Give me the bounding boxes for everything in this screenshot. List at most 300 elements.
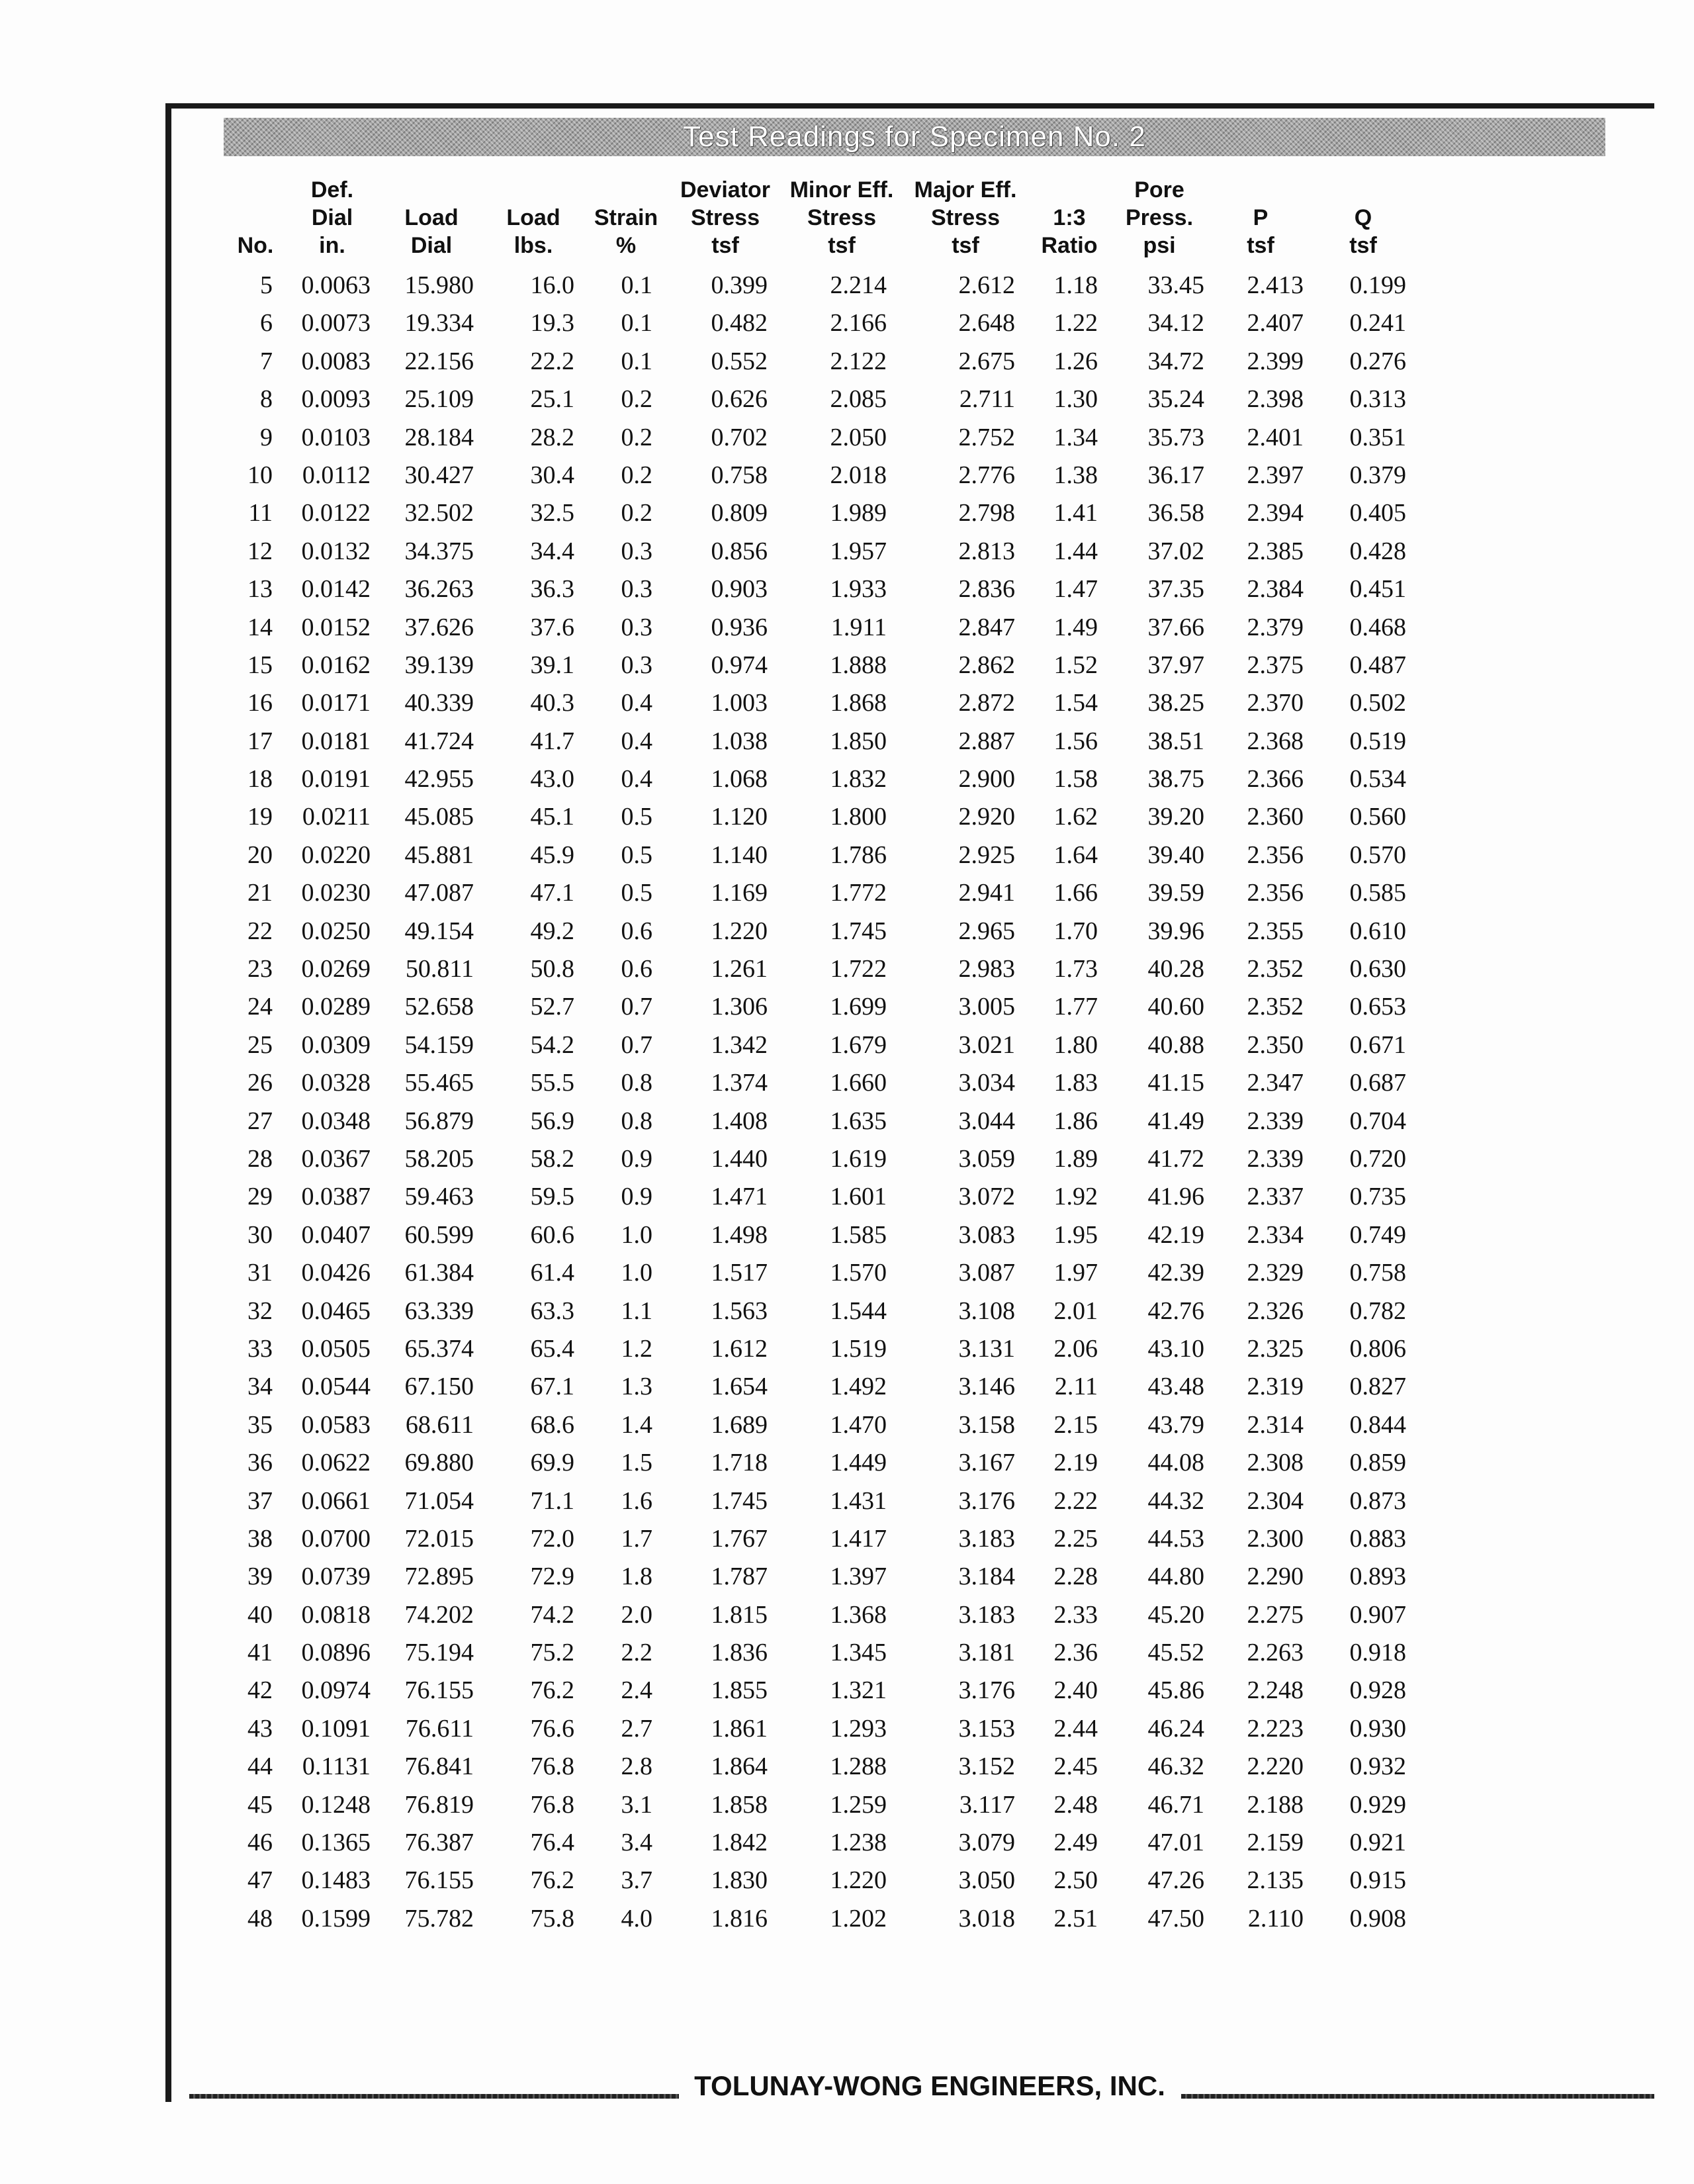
column-header-major-eff-stress	[906, 173, 1025, 259]
cell-deviator-stress: 1.858	[711, 1790, 768, 1819]
cell-no: 25	[247, 1030, 273, 1059]
table-row	[0, 1101, 1694, 1139]
table-row	[0, 1139, 1694, 1177]
table-row	[0, 1670, 1694, 1708]
cell-def-dial: 0.0367	[301, 1144, 371, 1173]
cell-def-dial: 0.0289	[301, 993, 371, 1021]
cell-deviator-stress: 1.471	[711, 1183, 768, 1211]
cell-load-dial: 71.054	[404, 1486, 474, 1515]
cell-ratio: 1.83	[1053, 1069, 1098, 1097]
cell-strain: 4.0	[621, 1904, 652, 1933]
cell-def-dial: 0.0309	[301, 1030, 371, 1059]
cell-q: 0.630	[1349, 955, 1406, 983]
cell-strain: 0.1	[621, 271, 652, 299]
cell-def-dial: 0.0083	[301, 347, 371, 375]
column-header-pore-press	[1116, 173, 1202, 259]
cell-strain: 2.4	[621, 1676, 652, 1705]
cell-no: 23	[247, 955, 273, 983]
cell-strain: 0.2	[621, 499, 652, 527]
company-footer: TOLUNAY-WONG ENGINEERS, INC.	[694, 2070, 1165, 2101]
cell-major-eff-stress: 3.021	[958, 1030, 1015, 1059]
cell-load-lbs: 76.4	[530, 1829, 574, 1857]
column-header-q	[1333, 173, 1393, 259]
cell-ratio: 1.44	[1053, 537, 1098, 565]
cell-ratio: 1.26	[1053, 347, 1098, 375]
cell-minor-eff-stress: 1.288	[830, 1752, 887, 1781]
cell-no: 11	[248, 499, 273, 527]
cell-load-lbs: 47.1	[530, 879, 574, 907]
cell-def-dial: 0.0162	[301, 651, 371, 679]
cell-p: 2.110	[1247, 1904, 1304, 1933]
cell-minor-eff-stress: 2.018	[830, 461, 887, 489]
cell-p: 2.325	[1247, 1334, 1304, 1363]
cell-major-eff-stress: 3.176	[958, 1676, 1015, 1705]
cell-no: 18	[247, 765, 273, 794]
cell-def-dial: 0.1091	[301, 1714, 371, 1743]
cell-ratio: 1.49	[1053, 613, 1098, 641]
cell-pore-press: 41.15	[1147, 1069, 1204, 1097]
column-header-ratio	[1033, 173, 1106, 259]
cell-deviator-stress: 1.816	[711, 1904, 768, 1933]
cell-ratio: 1.95	[1053, 1220, 1098, 1249]
cell-q: 0.749	[1349, 1220, 1406, 1249]
cell-minor-eff-stress: 1.431	[830, 1486, 887, 1515]
cell-deviator-stress: 1.342	[711, 1030, 768, 1059]
cell-p: 2.356	[1247, 841, 1304, 869]
cell-ratio: 1.62	[1053, 803, 1098, 831]
cell-strain: 1.7	[621, 1524, 652, 1553]
cell-def-dial: 0.0583	[301, 1410, 371, 1439]
cell-def-dial: 0.0426	[301, 1259, 371, 1287]
table-row	[0, 683, 1694, 721]
cell-q: 0.921	[1349, 1829, 1406, 1857]
cell-deviator-stress: 0.482	[711, 309, 768, 338]
cell-no: 36	[247, 1449, 273, 1477]
cell-deviator-stress: 1.374	[711, 1069, 768, 1097]
cell-def-dial: 0.0661	[301, 1486, 371, 1515]
cell-deviator-stress: 1.306	[711, 993, 768, 1021]
cell-q: 0.918	[1349, 1639, 1406, 1667]
cell-strain: 0.9	[621, 1183, 652, 1211]
table-row	[0, 1063, 1694, 1101]
cell-pore-press: 45.86	[1147, 1676, 1204, 1705]
cell-load-lbs: 40.3	[530, 689, 574, 717]
cell-load-dial: 75.194	[404, 1639, 474, 1667]
header-line: tsf	[952, 233, 979, 258]
cell-def-dial: 0.0505	[301, 1334, 371, 1363]
cell-load-dial: 58.205	[404, 1144, 474, 1173]
cell-pore-press: 39.20	[1147, 803, 1204, 831]
cell-strain: 1.6	[621, 1486, 652, 1515]
cell-def-dial: 0.0152	[301, 613, 371, 641]
cell-q: 0.487	[1349, 651, 1406, 679]
cell-load-lbs: 65.4	[530, 1334, 574, 1363]
cell-ratio: 2.44	[1053, 1714, 1098, 1743]
header-line: No.	[237, 233, 274, 258]
cell-pore-press: 34.72	[1147, 347, 1204, 375]
cell-strain: 0.5	[621, 841, 652, 869]
cell-ratio: 1.38	[1053, 461, 1098, 489]
cell-load-dial: 50.811	[405, 955, 474, 983]
cell-minor-eff-stress: 1.345	[830, 1639, 887, 1667]
cell-p: 2.352	[1247, 955, 1304, 983]
cell-deviator-stress: 1.003	[711, 689, 768, 717]
cell-pore-press: 44.80	[1147, 1563, 1204, 1591]
cell-major-eff-stress: 2.887	[958, 727, 1015, 755]
cell-load-dial: 68.611	[405, 1410, 474, 1439]
cell-q: 0.859	[1349, 1449, 1406, 1477]
cell-deviator-stress: 1.612	[711, 1334, 768, 1363]
cell-deviator-stress: 0.974	[711, 651, 768, 679]
cell-load-lbs: 41.7	[530, 727, 574, 755]
table-row	[0, 1253, 1694, 1291]
table-row	[0, 493, 1694, 531]
cell-q: 0.827	[1349, 1373, 1406, 1401]
cell-q: 0.671	[1349, 1030, 1406, 1059]
cell-load-lbs: 16.0	[530, 271, 574, 299]
cell-def-dial: 0.0132	[301, 537, 371, 565]
cell-minor-eff-stress: 1.492	[830, 1373, 887, 1401]
cell-ratio: 2.45	[1053, 1752, 1098, 1781]
cell-q: 0.720	[1349, 1144, 1406, 1173]
cell-major-eff-stress: 2.925	[958, 841, 1015, 869]
cell-load-lbs: 75.8	[530, 1904, 574, 1933]
column-header-no	[222, 173, 289, 259]
cell-p: 2.159	[1247, 1829, 1304, 1857]
cell-minor-eff-stress: 1.601	[830, 1183, 887, 1211]
cell-load-dial: 45.085	[404, 803, 474, 831]
cell-q: 0.844	[1349, 1410, 1406, 1439]
cell-q: 0.653	[1349, 993, 1406, 1021]
cell-strain: 0.1	[621, 347, 652, 375]
cell-pore-press: 39.59	[1147, 879, 1204, 907]
cell-no: 12	[247, 537, 273, 565]
cell-q: 0.893	[1349, 1563, 1406, 1591]
cell-ratio: 2.01	[1053, 1297, 1098, 1325]
cell-major-eff-stress: 3.158	[958, 1410, 1015, 1439]
cell-no: 7	[260, 347, 273, 375]
cell-pore-press: 33.45	[1147, 271, 1204, 299]
cell-p: 2.385	[1247, 537, 1304, 565]
cell-def-dial: 0.0093	[301, 385, 371, 414]
cell-load-dial: 41.724	[404, 727, 474, 755]
cell-load-dial: 22.156	[404, 347, 474, 375]
cell-strain: 3.7	[621, 1866, 652, 1895]
cell-major-eff-stress: 2.836	[958, 575, 1015, 604]
cell-load-dial: 76.611	[405, 1714, 474, 1743]
cell-major-eff-stress: 3.034	[958, 1069, 1015, 1097]
cell-major-eff-stress: 2.862	[958, 651, 1015, 679]
cell-major-eff-stress: 2.847	[958, 613, 1015, 641]
cell-no: 15	[247, 651, 273, 679]
cell-pore-press: 37.97	[1147, 651, 1204, 679]
cell-load-lbs: 32.5	[530, 499, 574, 527]
table-row	[0, 911, 1694, 949]
cell-p: 2.347	[1247, 1069, 1304, 1097]
cell-no: 9	[260, 423, 273, 451]
cell-def-dial: 0.0230	[301, 879, 371, 907]
table-row	[0, 418, 1694, 455]
cell-deviator-stress: 0.809	[711, 499, 768, 527]
cell-deviator-stress: 1.120	[711, 803, 768, 831]
cell-deviator-stress: 1.408	[711, 1107, 768, 1135]
cell-deviator-stress: 1.498	[711, 1220, 768, 1249]
cell-load-dial: 47.087	[404, 879, 474, 907]
table-row	[0, 835, 1694, 873]
cell-def-dial: 0.0465	[301, 1297, 371, 1325]
cell-def-dial: 0.0112	[302, 461, 371, 489]
cell-minor-eff-stress: 1.800	[830, 803, 887, 831]
cell-pore-press: 38.75	[1147, 765, 1204, 794]
table-row	[0, 1747, 1694, 1784]
cell-minor-eff-stress: 1.850	[830, 727, 887, 755]
cell-q: 0.241	[1349, 309, 1406, 338]
cell-def-dial: 0.1248	[301, 1790, 371, 1819]
cell-ratio: 2.51	[1053, 1904, 1098, 1933]
cell-p: 2.319	[1247, 1373, 1304, 1401]
cell-major-eff-stress: 3.131	[958, 1334, 1015, 1363]
cell-ratio: 2.48	[1053, 1790, 1098, 1819]
cell-p: 2.304	[1247, 1486, 1304, 1515]
cell-load-dial: 56.879	[404, 1107, 474, 1135]
cell-p: 2.356	[1247, 879, 1304, 907]
cell-deviator-stress: 1.718	[711, 1449, 768, 1477]
cell-q: 0.519	[1349, 727, 1406, 755]
header-line: %	[615, 233, 637, 258]
cell-def-dial: 0.0063	[301, 271, 371, 299]
table-row	[0, 1860, 1694, 1898]
cell-pore-press: 47.01	[1147, 1829, 1204, 1857]
cell-p: 2.329	[1247, 1259, 1304, 1287]
cell-pore-press: 46.71	[1147, 1790, 1204, 1819]
cell-deviator-stress: 0.626	[711, 385, 768, 414]
cell-strain: 3.4	[621, 1829, 652, 1857]
cell-p: 2.248	[1247, 1676, 1304, 1705]
cell-q: 0.534	[1349, 765, 1406, 794]
cell-load-lbs: 30.4	[530, 461, 574, 489]
cell-no: 26	[247, 1069, 273, 1097]
cell-strain: 0.1	[621, 309, 652, 338]
cell-load-lbs: 76.2	[530, 1866, 574, 1895]
cell-strain: 0.2	[621, 461, 652, 489]
cell-deviator-stress: 0.936	[711, 613, 768, 641]
cell-minor-eff-stress: 1.449	[830, 1449, 887, 1477]
cell-pore-press: 41.49	[1147, 1107, 1204, 1135]
cell-no: 48	[247, 1904, 273, 1933]
cell-pore-press: 43.48	[1147, 1373, 1204, 1401]
cell-major-eff-stress: 2.612	[958, 271, 1015, 299]
cell-load-dial: 42.955	[404, 765, 474, 794]
cell-def-dial: 0.0700	[301, 1524, 371, 1553]
cell-no: 13	[247, 575, 273, 604]
cell-no: 42	[247, 1676, 273, 1705]
cell-ratio: 1.18	[1053, 271, 1098, 299]
cell-def-dial: 0.1483	[301, 1866, 371, 1895]
cell-minor-eff-stress: 1.259	[830, 1790, 887, 1819]
cell-p: 2.407	[1247, 309, 1304, 338]
cell-no: 19	[247, 803, 273, 831]
cell-pore-press: 44.32	[1147, 1486, 1204, 1515]
cell-minor-eff-stress: 1.544	[830, 1297, 887, 1325]
cell-ratio: 2.49	[1053, 1829, 1098, 1857]
cell-ratio: 1.54	[1053, 689, 1098, 717]
cell-load-dial: 15.980	[404, 271, 474, 299]
cell-strain: 1.8	[621, 1563, 652, 1591]
cell-major-eff-stress: 3.167	[958, 1449, 1015, 1477]
cell-ratio: 1.89	[1053, 1144, 1098, 1173]
table-row	[0, 341, 1694, 379]
cell-q: 0.428	[1349, 537, 1406, 565]
cell-load-dial: 69.880	[404, 1449, 474, 1477]
cell-ratio: 2.15	[1053, 1410, 1098, 1439]
cell-load-lbs: 67.1	[530, 1373, 574, 1401]
cell-q: 0.379	[1349, 461, 1406, 489]
cell-minor-eff-stress: 1.745	[830, 917, 887, 945]
cell-minor-eff-stress: 1.293	[830, 1714, 887, 1743]
cell-major-eff-stress: 3.183	[958, 1524, 1015, 1553]
cell-no: 22	[247, 917, 273, 945]
header-line: Load	[506, 205, 560, 230]
cell-load-dial: 40.339	[404, 689, 474, 717]
cell-q: 0.313	[1349, 385, 1406, 414]
cell-pore-press: 46.32	[1147, 1752, 1204, 1781]
table-row	[0, 759, 1694, 797]
cell-ratio: 2.11	[1054, 1373, 1098, 1401]
cell-no: 10	[247, 461, 273, 489]
cell-major-eff-stress: 3.050	[958, 1866, 1015, 1895]
cell-def-dial: 0.0250	[301, 917, 371, 945]
cell-load-lbs: 75.2	[530, 1639, 574, 1667]
cell-deviator-stress: 0.702	[711, 423, 768, 451]
cell-deviator-stress: 0.552	[711, 347, 768, 375]
cell-load-dial: 59.463	[404, 1183, 474, 1211]
header-line: Pore	[1134, 177, 1184, 203]
cell-ratio: 1.80	[1053, 1030, 1098, 1059]
cell-pore-press: 45.52	[1147, 1639, 1204, 1667]
cell-ratio: 1.66	[1053, 879, 1098, 907]
header-line: Stress	[931, 205, 1000, 230]
cell-q: 0.610	[1349, 917, 1406, 945]
header-line: lbs.	[513, 233, 553, 258]
cell-ratio: 2.40	[1053, 1676, 1098, 1705]
cell-def-dial: 0.0544	[301, 1373, 371, 1401]
cell-no: 29	[247, 1183, 273, 1211]
cell-def-dial: 0.0181	[301, 727, 371, 755]
cell-deviator-stress: 0.758	[711, 461, 768, 489]
cell-major-eff-stress: 3.083	[958, 1220, 1015, 1249]
cell-major-eff-stress: 3.117	[959, 1790, 1015, 1819]
cell-pore-press: 41.72	[1147, 1144, 1204, 1173]
cell-deviator-stress: 1.745	[711, 1486, 768, 1515]
cell-ratio: 1.64	[1053, 841, 1098, 869]
cell-load-dial: 63.339	[404, 1297, 474, 1325]
cell-q: 0.468	[1349, 613, 1406, 641]
header-line: Q	[1354, 205, 1372, 230]
cell-ratio: 2.22	[1053, 1486, 1098, 1515]
header-line: Press.	[1125, 205, 1194, 230]
cell-pore-press: 40.88	[1147, 1030, 1204, 1059]
cell-load-lbs: 50.8	[530, 955, 574, 983]
cell-deviator-stress: 0.903	[711, 575, 768, 604]
cell-major-eff-stress: 3.044	[958, 1107, 1015, 1135]
cell-q: 0.932	[1349, 1752, 1406, 1781]
cell-q: 0.735	[1349, 1183, 1406, 1211]
cell-p: 2.220	[1247, 1752, 1304, 1781]
table-row	[0, 1177, 1694, 1214]
cell-load-lbs: 76.8	[530, 1752, 574, 1781]
cell-major-eff-stress: 3.181	[958, 1639, 1015, 1667]
header-line: tsf	[1247, 233, 1274, 258]
cell-def-dial: 0.0191	[301, 765, 371, 794]
cell-major-eff-stress: 3.153	[958, 1714, 1015, 1743]
table-row	[0, 987, 1694, 1024]
header-line: psi	[1143, 233, 1176, 258]
cell-load-dial: 45.881	[404, 841, 474, 869]
cell-load-lbs: 28.2	[530, 423, 574, 451]
cell-no: 38	[247, 1524, 273, 1553]
cell-strain: 1.0	[621, 1220, 652, 1249]
cell-p: 2.308	[1247, 1449, 1304, 1477]
table-row	[0, 949, 1694, 987]
header-line: Strain	[594, 205, 658, 230]
cell-deviator-stress: 1.767	[711, 1524, 768, 1553]
cell-def-dial: 0.0896	[301, 1639, 371, 1667]
cell-pore-press: 43.79	[1147, 1410, 1204, 1439]
cell-major-eff-stress: 2.776	[958, 461, 1015, 489]
cell-ratio: 1.70	[1053, 917, 1098, 945]
cell-minor-eff-stress: 1.585	[830, 1220, 887, 1249]
cell-major-eff-stress: 3.184	[958, 1563, 1015, 1591]
cell-load-dial: 28.184	[404, 423, 474, 451]
header-line: tsf	[1349, 233, 1377, 258]
cell-pore-press: 37.02	[1147, 537, 1204, 565]
table-row	[0, 608, 1694, 645]
cell-q: 0.405	[1349, 499, 1406, 527]
cell-ratio: 1.47	[1053, 575, 1098, 604]
cell-load-lbs: 43.0	[530, 765, 574, 794]
cell-major-eff-stress: 3.146	[958, 1373, 1015, 1401]
cell-pore-press: 42.76	[1147, 1297, 1204, 1325]
cell-major-eff-stress: 2.675	[958, 347, 1015, 375]
cell-strain: 1.5	[621, 1449, 652, 1477]
cell-deviator-stress: 1.068	[711, 765, 768, 794]
cell-load-lbs: 63.3	[530, 1297, 574, 1325]
cell-p: 2.188	[1247, 1790, 1304, 1819]
cell-p: 2.375	[1247, 651, 1304, 679]
cell-pore-press: 37.35	[1147, 575, 1204, 604]
cell-deviator-stress: 1.864	[711, 1752, 768, 1781]
cell-minor-eff-stress: 1.888	[830, 651, 887, 679]
cell-minor-eff-stress: 1.868	[830, 689, 887, 717]
header-line: Major Eff.	[914, 177, 1017, 203]
cell-def-dial: 0.1131	[302, 1752, 371, 1781]
cell-no: 5	[260, 271, 273, 299]
cell-strain: 1.4	[621, 1410, 652, 1439]
cell-pore-press: 35.24	[1147, 385, 1204, 414]
column-header-load-dial	[392, 173, 471, 259]
cell-pore-press: 47.26	[1147, 1866, 1204, 1895]
cell-pore-press: 38.25	[1147, 689, 1204, 717]
cell-strain: 1.0	[621, 1259, 652, 1287]
cell-major-eff-stress: 3.079	[958, 1829, 1015, 1857]
cell-def-dial: 0.0407	[301, 1220, 371, 1249]
cell-deviator-stress: 1.261	[711, 955, 768, 983]
cell-no: 6	[260, 309, 273, 338]
cell-major-eff-stress: 3.005	[958, 993, 1015, 1021]
cell-load-lbs: 76.6	[530, 1714, 574, 1743]
cell-major-eff-stress: 2.900	[958, 765, 1015, 794]
column-header-minor-eff-stress	[782, 173, 901, 259]
